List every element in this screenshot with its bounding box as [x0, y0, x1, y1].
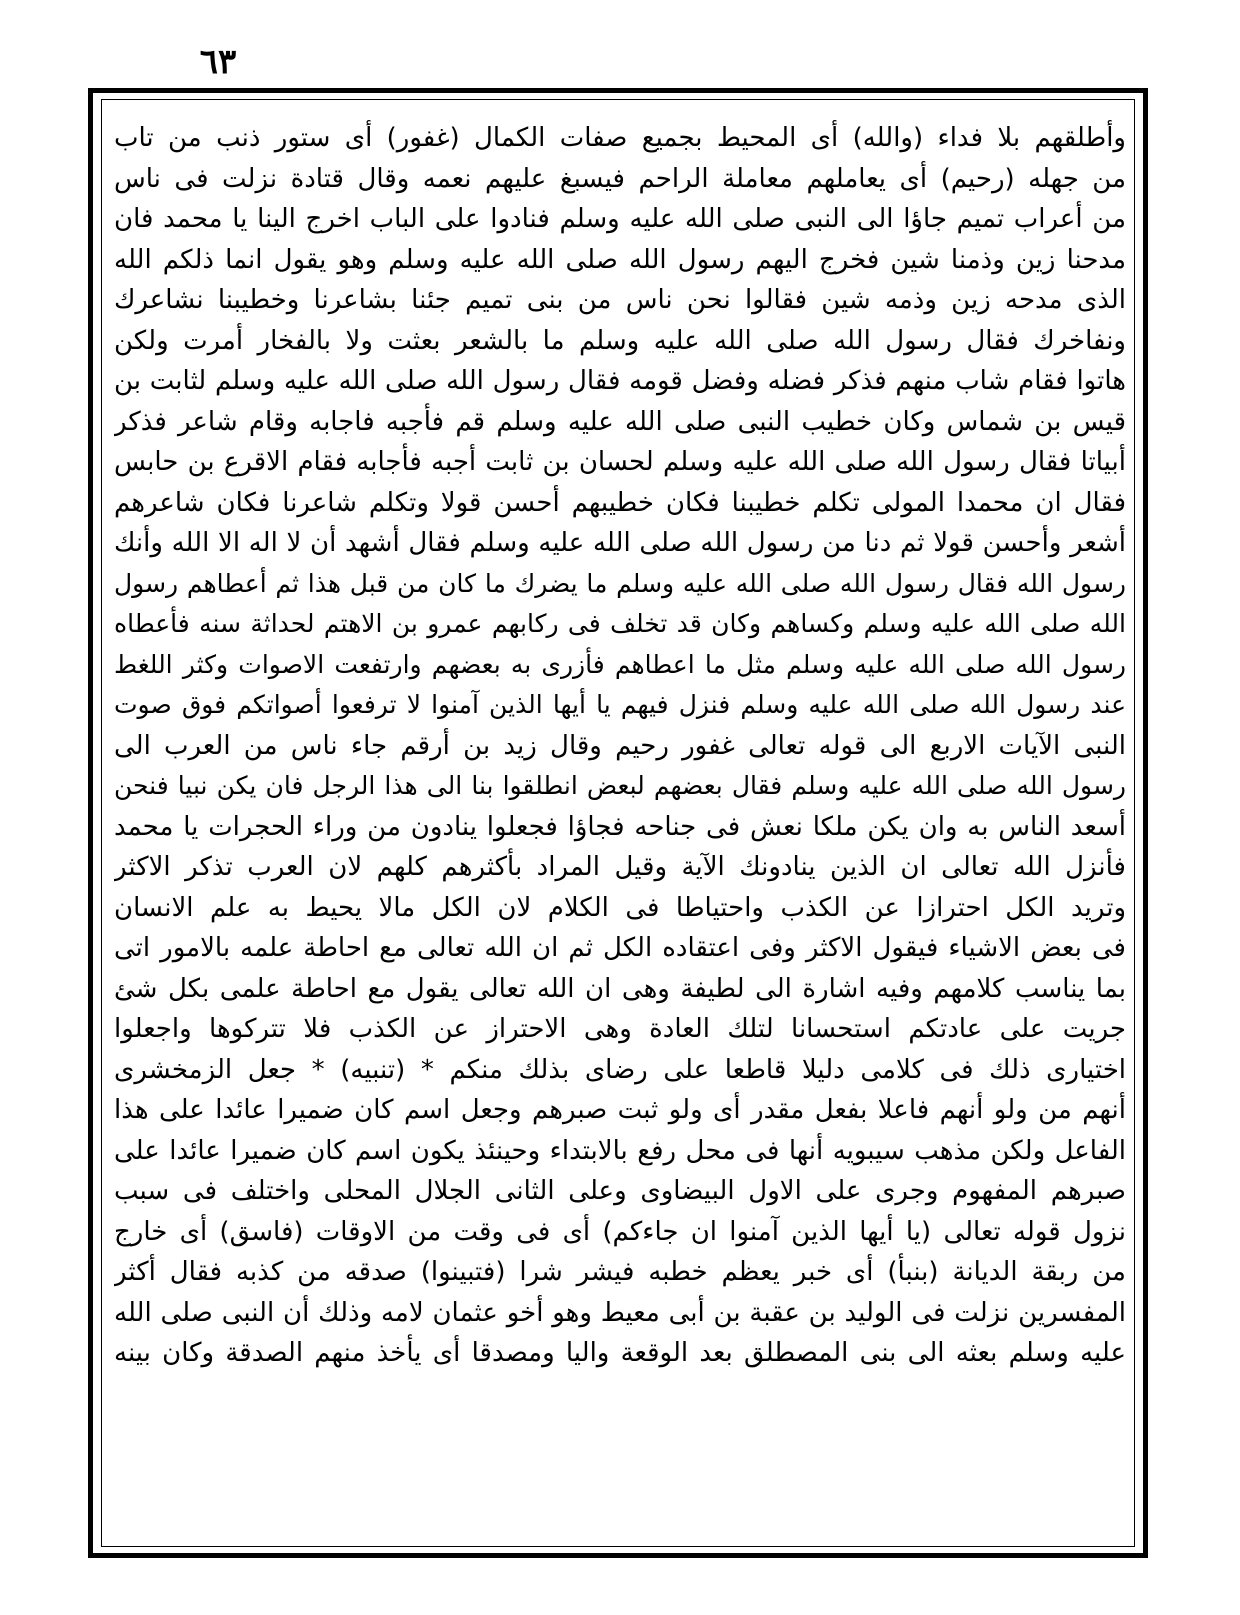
text-line: عليه وسلم بعثه الى بنى المصطلق بعد الوقعة واليا ومصدقا أى يأخذ منهم الصدقة وكان بينه: [114, 1338, 1126, 1368]
text-line: صبرهم المفهوم وجرى على الاول البيضاوى وعلى الثانى الجلال المحلى واختلف فى سبب: [114, 1176, 1126, 1206]
page-number: ٦٣: [199, 42, 237, 82]
text-line: فى بعض الاشياء فيقول الاكثر وفى اعتقاده الكل ثم ان الله تعالى مع احاطة علمه بالامور اتى: [114, 933, 1126, 963]
text-line: رسول الله صلى الله عليه وسلم فقال بعضهم لبعض انطلقوا بنا الى هذا الرجل فان يكن نبيا فنحن: [114, 771, 1126, 800]
text-line: بما يناسب كلامهم وفيه اشارة الى لطيفة وهى ان الله تعالى يقول مع احاطة علمى بكل شئ: [114, 973, 1126, 1004]
text-block: [114, 118, 1126, 1538]
text-line: نزول قوله تعالى (يا أيها الذين آمنوا ان جاءكم) أى فى وقت من الاوقات (فاسق) أى خارج: [114, 1216, 1126, 1247]
text-line: قيس بن شماس وكان خطيب النبى صلى الله عليه وسلم قم فأجبه فاجابه وقام شاعر فذكر: [114, 406, 1126, 437]
text-line: من جهله (رحيم) أى يعاملهم معاملة الراحم فيسبغ عليهم نعمه وقال قتادة نزلت فى ناس: [114, 163, 1126, 194]
text-line: اختيارى ذلك فى كلامى دليلا قاطعا على رضاى بذلك منكم * (تنبيه) * جعل الزمخشرى: [114, 1054, 1126, 1085]
text-line: ونفاخرك فقال رسول الله صلى الله عليه وسلم ما بالشعر بعثت ولا بالفخار أمرت ولكن: [114, 325, 1126, 356]
text-line: وتريد الكل احترازا عن الكذب واحتياطا فى الكلام لان الكل مالا يحيط به علم الانسان: [114, 892, 1126, 923]
text-line: أسعد الناس به وان يكن ملكا نعش فى جناحه فجاؤا فجعلوا ينادون من وراء الحجرات يا محمد: [114, 811, 1126, 842]
text-line: من ربقة الديانة (بنبأ) أى خبر يعظم خطبه فيشر شرا (فتبينوا) صدقه من كذبه فقال أكثر: [114, 1257, 1126, 1287]
text-line: فقال ان محمدا المولى تكلم خطيبنا فكان خطيبهم أحسن قولا وتكلم شاعرنا فكان شاعرهم: [114, 487, 1126, 518]
text-line: عند رسول الله صلى الله عليه وسلم فنزل فيهم يا أيها الذين آمنوا لا ترفعوا أصواتكم فوق صوت: [114, 690, 1126, 719]
text-line: النبى الآيات الاربع الى قوله تعالى غفور رحيم وقال زيد بن أرقم جاء ناس من العرب الى: [114, 730, 1126, 761]
text-line: أنهم من ولو أنهم فاعلا بفعل مقدر أى ولو ثبت صبرهم وجعل اسم كان ضميرا عائدا على هذا: [114, 1095, 1126, 1125]
text-line: المفسرين نزلت فى الوليد بن عقبة بن أبى معيط وهو أخو عثمان لامه وذلك أن النبى صلى الله: [114, 1297, 1126, 1328]
text-line: فأنزل الله تعالى ان الذين ينادونك الآية وقيل المراد بأكثرهم كلهم لان العرب تذكر الاكثر: [114, 852, 1126, 882]
text-line: رسول الله فقال رسول الله صلى الله عليه وسلم ما يضرك ما كان من قبل هذا ثم أعطاهم رسول: [114, 568, 1126, 598]
text-line: الله صلى الله عليه وسلم وكساهم وكان قد تخلف فى ركابهم عمرو بن الاهتم لحداثة سنه فأعطاه: [114, 609, 1126, 638]
text-line: أبياتا فقال رسول الله صلى الله عليه وسلم لحسان بن ثابت أجبه فأجابه فقام الاقرع بن حابس: [114, 447, 1126, 477]
text-line: من أعراب تميم جاؤا الى النبى صلى الله عليه وسلم فنادوا على الباب اخرج الينا يا محمد فان: [114, 204, 1126, 234]
text-line: هاتوا فقام شاب منهم فذكر فضله وفضل قومه فقال رسول الله صلى الله عليه وسلم لثابت بن: [114, 366, 1126, 396]
text-line: أشعر وأحسن قولا ثم دنا من رسول الله صلى الله عليه وسلم فقال أشهد أن لا اله الا الله وأنك: [114, 528, 1126, 558]
text-line: جريت على عادتكم استحسانا لتلك العادة وهى الاحتراز عن الكذب فلا تتركوها واجعلوا: [114, 1014, 1126, 1044]
text-line: الذى مدحه زين وذمه شين فقالوا نحن ناس من بنى تميم جئنا بشاعرنا وخطيبنا نشاعرك: [114, 285, 1126, 315]
text-line: وأطلقهم بلا فداء (والله) أى المحيط بجميع صفات الكمال (غفور) أى ستور ذنب من تاب: [114, 123, 1126, 153]
text-line: مدحنا زين وذمنا شين فخرج اليهم رسول الله صلى الله عليه وسلم وهو يقول انما ذلكم الله: [114, 244, 1126, 275]
text-line: الفاعل ولكن مذهب سيبويه أنها فى محل رفع بالابتداء وحينئذ يكون اسم كان ضميرا عائدا على: [114, 1135, 1126, 1166]
text-line: رسول الله صلى الله عليه وسلم مثل ما اعطاهم فأزرى به بعضهم وارتفعت الاصوات وكثر اللغط: [114, 649, 1126, 679]
